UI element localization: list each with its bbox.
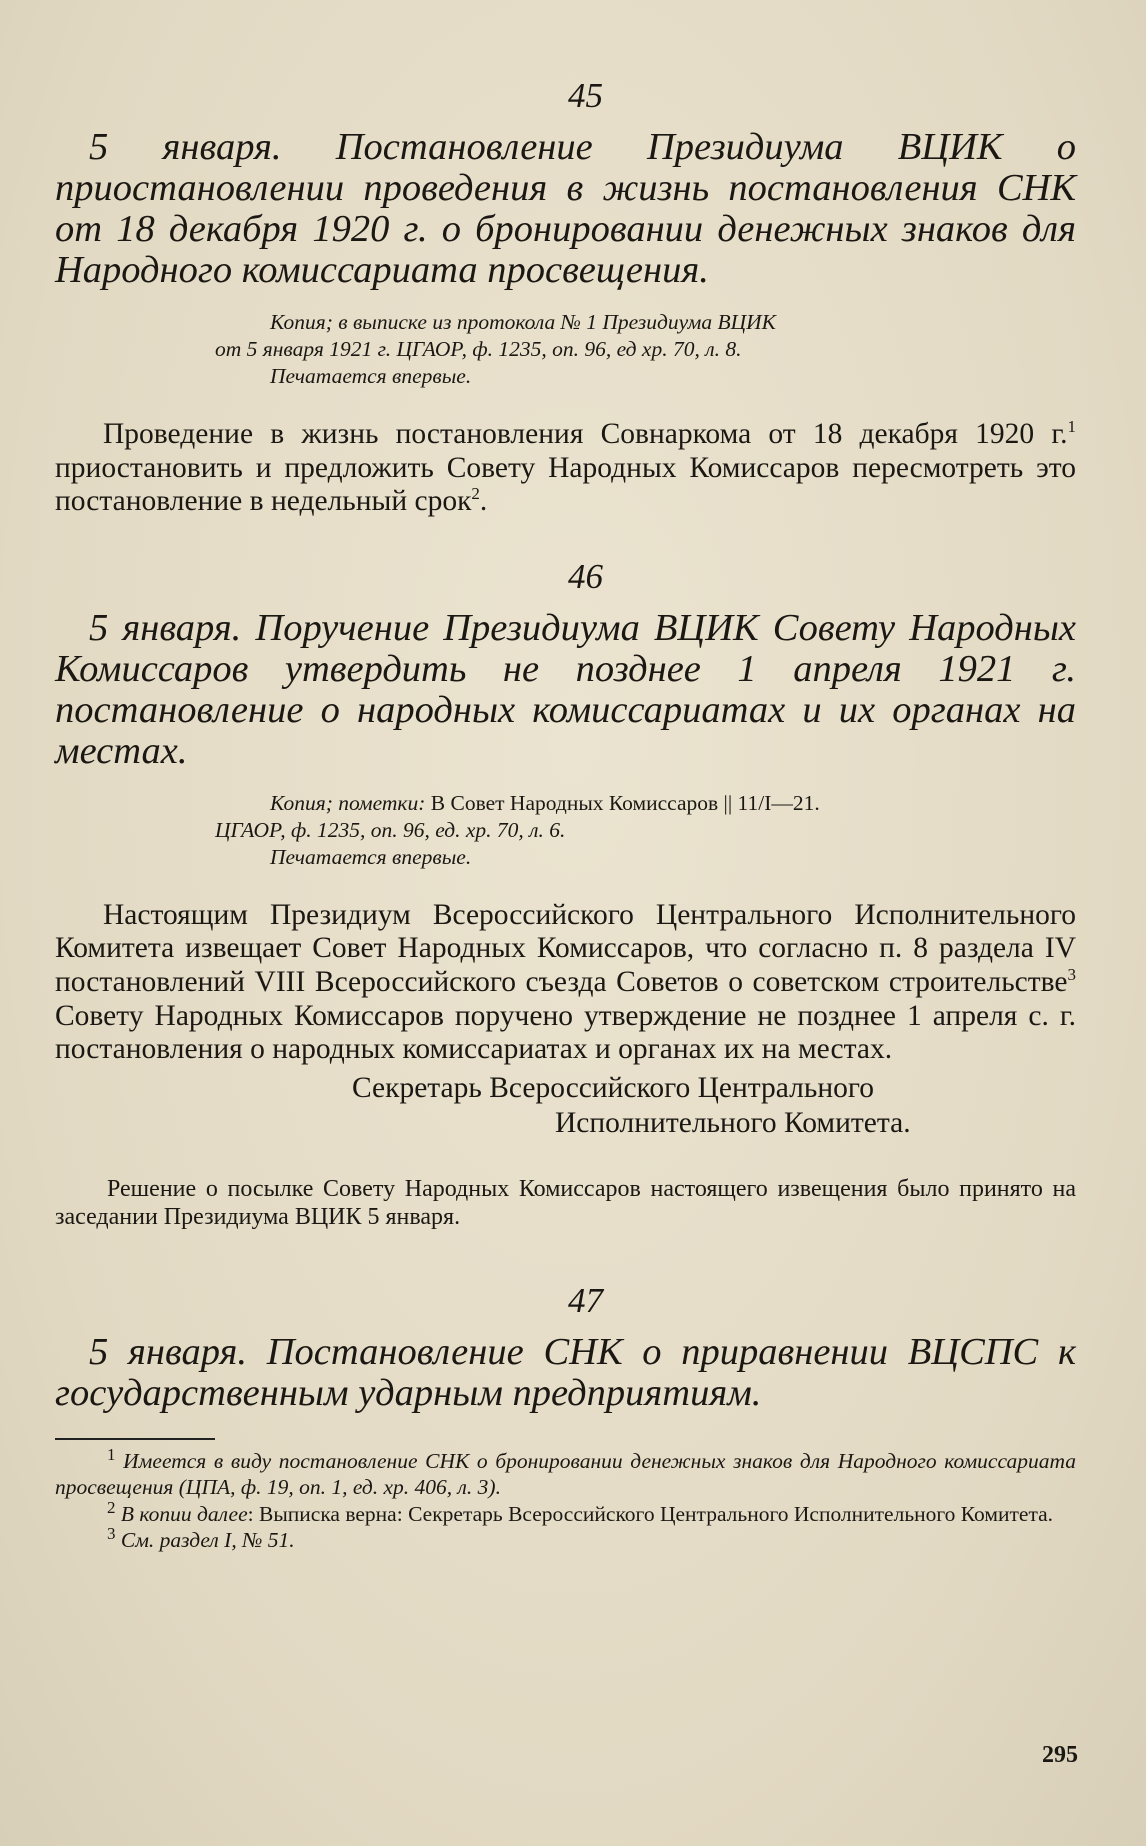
footnote-divider xyxy=(55,1438,215,1440)
source-line: Печатается впервые. xyxy=(270,364,472,388)
footnote-text: : Выписка верна: Секретарь Всероссийского Центрального Исполнительного Комитета. xyxy=(247,1501,1054,1526)
body-text: . xyxy=(479,485,488,518)
archival-source xyxy=(215,790,1076,871)
source-text: В Совет Народных Комиссаров || 11/I—21. xyxy=(425,790,820,815)
footnote xyxy=(55,1444,1077,1501)
source-line: Печатается впервые. xyxy=(270,844,472,869)
document-number: 45 xyxy=(568,76,603,115)
editorial-note xyxy=(55,1175,1076,1231)
document-body xyxy=(55,899,1076,1067)
footnote xyxy=(55,1497,1076,1528)
heading-text: 5 января. Поручение Президиума ВЦИК Совету Народных Комиссаров утвердить не позднее 1 апреля 1921 г. постановление о народных комиссариатах и их органах на местах. xyxy=(55,606,1076,772)
document-body xyxy=(55,418,1076,519)
footnote-number: 3 xyxy=(107,1524,116,1544)
source-line xyxy=(270,790,1076,817)
body-text: Совету Народных Комиссаров поручено утверждение не позднее 1 апреля с. г. постановления о народных комиссариатах и органах их на местах. xyxy=(55,999,1076,1066)
footnotes xyxy=(55,1444,1077,1554)
document-heading xyxy=(55,1332,1076,1414)
signature-line: Исполнительного Комитета. xyxy=(555,1106,911,1139)
footnote-ref: 3 xyxy=(1067,965,1076,985)
body-text: Проведение в жизнь постановления Совнаркома от 18 декабря 1920 г. xyxy=(103,418,1068,450)
document-heading xyxy=(55,127,1076,291)
footnote-text: См. раздел I, № 51. xyxy=(120,1528,295,1553)
heading-text: 5 января. Постановление Президиума ВЦИК о приостановлении проведения в жизнь постановления СНК от 18 декабря 1920 г. о бронировании денежных знаков для Народного комиссариата просвещения. xyxy=(55,126,1076,291)
body-text: приостановить и предложить Совету Народных Комиссаров пересмотреть это постановление в недельный срок xyxy=(55,451,1076,518)
signature-line: Секретарь Всероссийского Центрального xyxy=(352,1071,874,1104)
source-line: Копия; в выписке из протокола № 1 Президиума ВЦИК xyxy=(270,310,776,334)
document-number: 46 xyxy=(568,556,603,596)
document-46 xyxy=(55,556,1076,1231)
footnote-ref: 1 xyxy=(1067,417,1076,437)
source-text: Копия; пометки: xyxy=(270,790,426,815)
footnote-ref: 2 xyxy=(471,484,480,504)
source-line: от 5 января 1921 г. ЦГАОР, ф. 1235, оп. 96, ед хр. 70, л. 8. xyxy=(215,337,742,361)
source-line: ЦГАОР, ф. 1235, оп. 96, ед. хр. 70, л. 6. xyxy=(215,817,566,842)
document-heading xyxy=(55,608,1076,772)
footnote-number: 2 xyxy=(107,1497,116,1517)
document-47 xyxy=(55,1280,1076,1414)
note-text: Решение о посылке Совету Народных Комиссаров настоящего извещения было принято на заседании Президиума ВЦИК 5 января. xyxy=(55,1175,1076,1230)
document-45 xyxy=(55,78,1076,519)
heading-text: 5 января. Постановление СНК о приравнении ВЦСПС к государственным ударным предприятиям. xyxy=(55,1330,1076,1414)
archival-source xyxy=(215,309,1076,390)
signature xyxy=(55,1071,1076,1141)
footnote-number: 1 xyxy=(107,1444,116,1464)
body-text: Настоящим Президиум Всероссийского Центрального Исполнительного Комитета извещает Совет Народных Комиссаров, что согласно п. 8 раздела IV постановлений VIII Всероссийского съезда Советов о советском строительстве xyxy=(55,898,1076,998)
footnote-text: В копии далее xyxy=(120,1501,248,1526)
page-number: 295 xyxy=(1042,1742,1078,1768)
footnote-text: Имеется в виду постановление СНК о бронировании денежных знаков для Народного комиссариата просвещения (ЦПА, ф. 19, оп. 1, ед. хр. 406, л. 3). xyxy=(55,1448,1077,1500)
footnote xyxy=(55,1524,1076,1554)
document-number: 47 xyxy=(568,1280,603,1320)
